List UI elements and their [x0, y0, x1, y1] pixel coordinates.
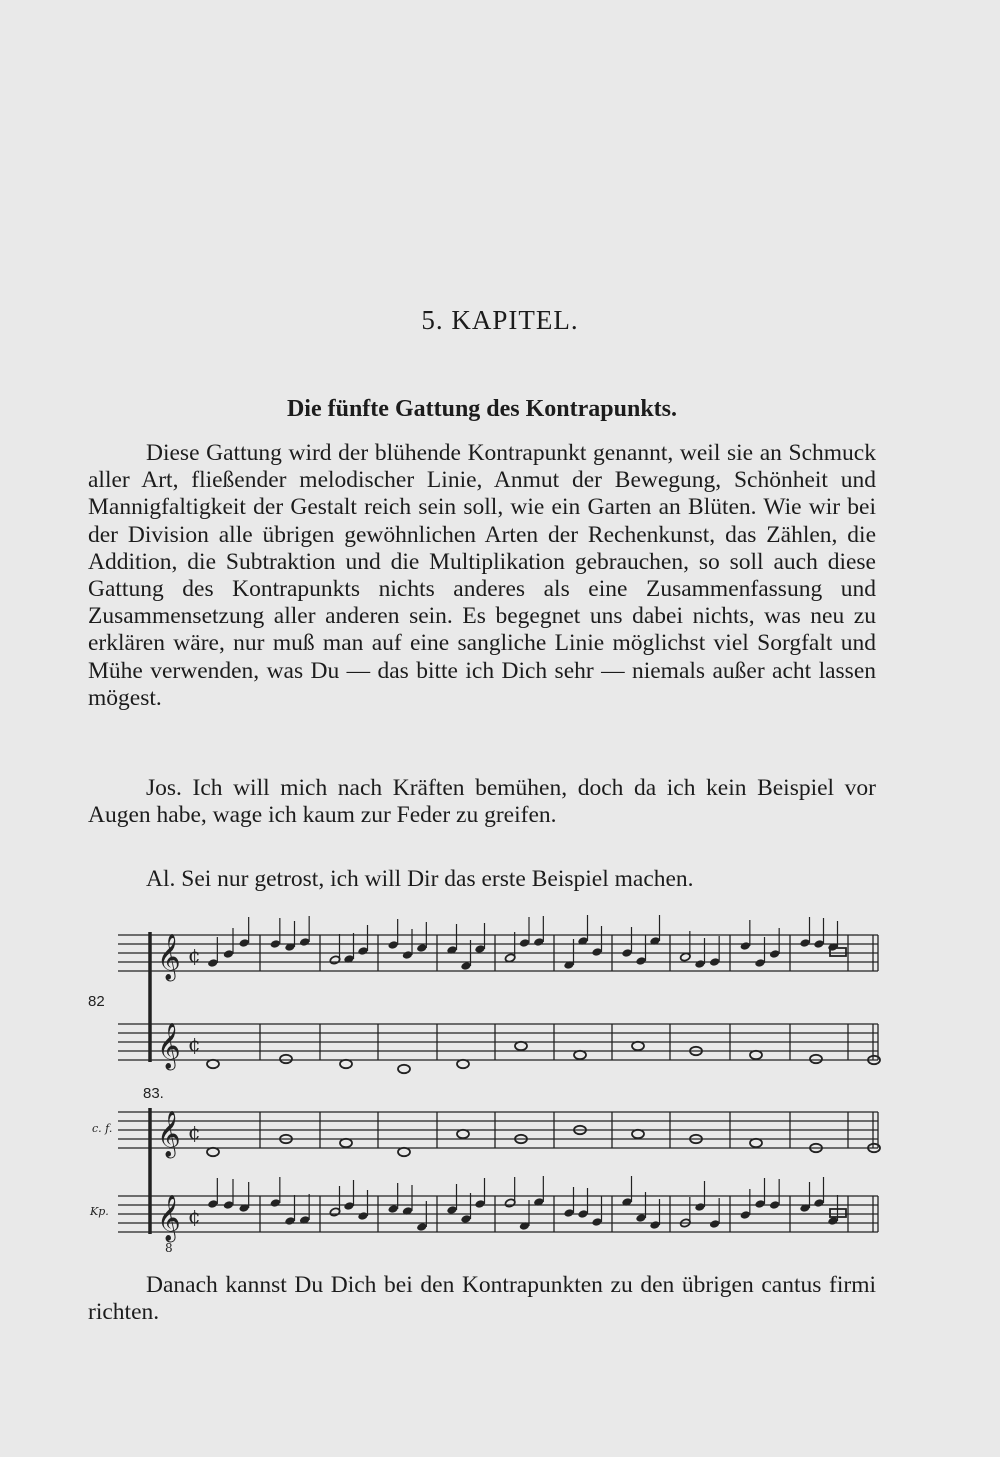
- time-signature: ¢: [188, 943, 201, 967]
- paragraph-jos: Jos. Ich will mich nach Kräften bemühen, doch da ich kein Beispiel vor Augen habe, wage ich kaum zur Feder zu greifen.: [88, 775, 876, 829]
- paragraph-closing: Danach kannst Du Dich bei den Kontrapunkten zu den übrigen cantus firmi richten.: [88, 1272, 876, 1326]
- whole-note: [457, 1130, 469, 1138]
- whole-note: [750, 1051, 762, 1059]
- whole-note: [750, 1139, 762, 1147]
- example-82: [88, 915, 880, 1073]
- example-number: 82: [88, 993, 105, 1010]
- treble-clef-icon: 𝄞: [157, 1195, 181, 1241]
- whole-note: [515, 1042, 527, 1050]
- staff-label-kp: Kp.: [90, 1205, 109, 1218]
- staff-lower: [118, 1023, 878, 1071]
- notes: [207, 915, 880, 1073]
- treble-clef-icon: 𝄞: [157, 934, 181, 980]
- octave-mark: 8: [165, 1241, 173, 1255]
- time-signature: ¢: [188, 1032, 201, 1056]
- whole-note: [340, 1060, 352, 1068]
- section-title: Die fünfte Gattung des Kontrapunkts.: [286, 396, 678, 422]
- whole-note: [207, 1148, 219, 1156]
- time-signature: ¢: [188, 1204, 201, 1228]
- whole-note: [280, 1055, 292, 1063]
- whole-note: [632, 1042, 644, 1050]
- whole-note: [207, 1060, 219, 1068]
- staff-label-cf: c. f.: [92, 1122, 113, 1135]
- example-83: [89, 1085, 880, 1255]
- paragraph-al: Al. Sei nur getrost, ich will Dir das erste Beispiel machen.: [146, 866, 694, 892]
- whole-note: [457, 1060, 469, 1068]
- treble-clef-icon: 𝄞: [157, 1023, 181, 1069]
- whole-note: [810, 1055, 822, 1063]
- example-number: 83.: [143, 1085, 164, 1102]
- treble-clef-icon: 𝄞: [157, 1111, 181, 1157]
- whole-note: [398, 1065, 410, 1073]
- whole-note: [398, 1148, 410, 1156]
- whole-note: [632, 1130, 644, 1138]
- chapter-heading: 5. KAPITEL.: [421, 305, 579, 335]
- whole-note: [574, 1051, 586, 1059]
- time-signature: ¢: [188, 1120, 201, 1144]
- staff-cantus-firmus: [118, 1111, 878, 1159]
- whole-note: [340, 1139, 352, 1147]
- paragraph-main: Diese Gattung wird der blühende Kontrapunkt genannt, weil sie an Schmuck aller Art, fließender melodischer Linie, Anmut der Bewegung, Schönheit und Mannigfaltigkeit der Gestalt reich sein soll, wie ein Garten an Blüten. Wie wir bei der Division alle übrigen gewöhnlichen Arten der Rechenkunst, das Zählen, die Addition, die Subtraktion und die Multiplikation gebrauchen, so soll auch diese Gattung des Kontrapunkts nichts anderes als eine Zusammenfassung und Zusammensetzung aller anderen sein. Es begegnet uns dabei nichts, was neu zu erklären wäre, nur muß man auf eine sangliche Linie möglichst viel Sorgfalt und Mühe verwenden, was Du — das bitte ich Dich sehr — niemals außer acht lassen mögest.: [88, 440, 876, 711]
